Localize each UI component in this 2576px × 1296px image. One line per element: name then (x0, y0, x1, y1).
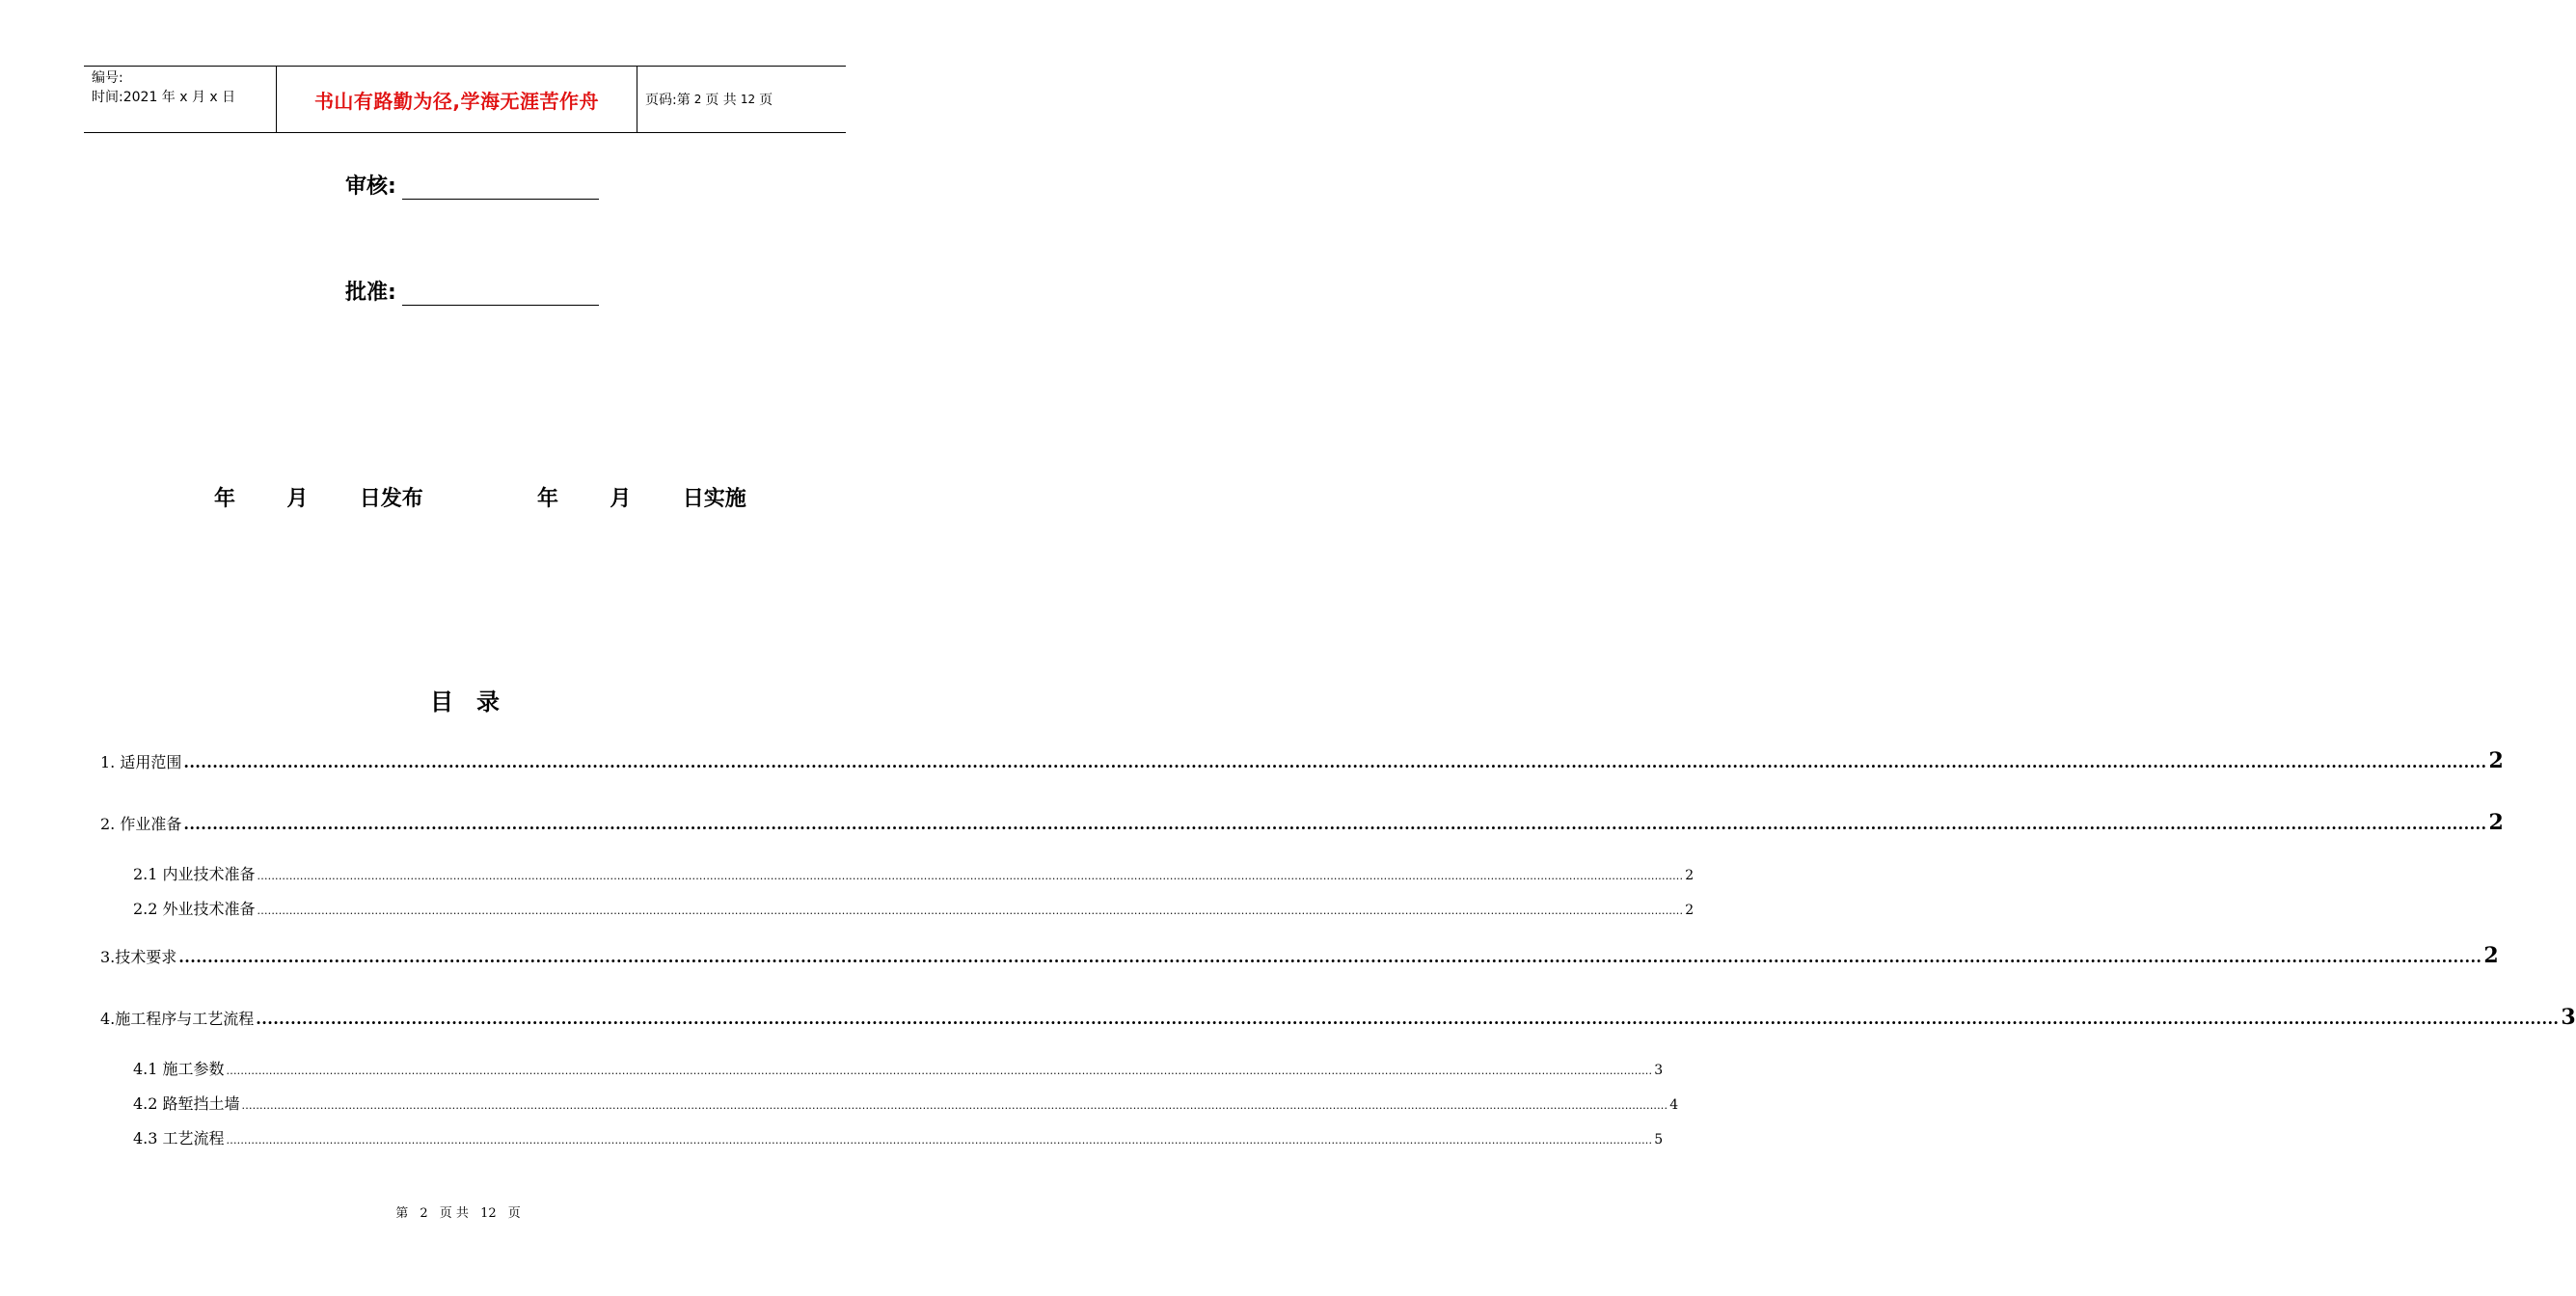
toc-entry-page: 4 (1669, 1097, 1679, 1113)
page-suffix: 页 (759, 93, 773, 108)
time-label: 时间:2021 年 x 月 x 日 (92, 90, 236, 105)
toc-leader-dots: ................................................................................................................................................................................................................................................................................................................................................................................................................ (178, 948, 2482, 966)
toc-entry-label: 2.2 外业技术准备 (133, 900, 256, 918)
page-current: 2 (693, 93, 702, 106)
toc-entry-page: 3 (1654, 1063, 1664, 1078)
footer-mid: 页 共 (439, 1206, 469, 1221)
toc-entry[interactable] (133, 1057, 1664, 1079)
publish-year: 年 (214, 487, 236, 511)
header-motto: 书山有路勤为径,学海无涯苦作舟 (313, 89, 600, 113)
footer-total: 12 (480, 1206, 497, 1221)
page-total: 12 (740, 93, 756, 106)
toc-entry[interactable] (100, 1005, 2576, 1030)
toc-entry[interactable] (100, 810, 2504, 835)
page-prefix: 页码:第 (645, 93, 691, 108)
toc-entry-page: 2 (1685, 868, 1695, 883)
toc-leader-dots: ................................................................................................................................................................................................................................................................................................................................................................................................................ (183, 753, 2487, 771)
review-line (402, 176, 599, 200)
page-mid: 页 共 (705, 93, 737, 108)
toc-entry[interactable] (133, 1092, 1679, 1114)
toc-entry-label: 1. 适用范围 (100, 753, 182, 771)
toc-entry[interactable] (133, 897, 1695, 919)
toc-entry-label: 4.1 施工参数 (133, 1060, 225, 1078)
toc-entry-label: 4.2 路堑挡土墙 (133, 1094, 240, 1113)
approve-line (402, 282, 599, 306)
toc-entry-page: 2 (1685, 903, 1695, 918)
toc-entry-label: 3.技术要求 (100, 948, 177, 966)
review-label: 审核: (345, 175, 396, 199)
toc-leader-dots: ................................................................................................................................................................................................................................................................................................................................................................................................................ (256, 1010, 2560, 1028)
toc-entry-label: 4.施工程序与工艺流程 (100, 1010, 255, 1028)
toc-entry[interactable] (133, 862, 1695, 884)
implement-day: 日实施 (682, 487, 746, 511)
toc-entry[interactable] (133, 1126, 1664, 1148)
approve-signature (345, 276, 599, 306)
toc-leader-dots: ................................................................................................................................................................................................................................................................................................................................................................................................................ (183, 815, 2487, 833)
number-label: 编号: (92, 70, 123, 86)
document-header (84, 66, 846, 133)
implement-month: 月 (610, 487, 632, 511)
toc-entry-page: 2 (2488, 810, 2504, 835)
toc-entry-label: 2. 作业准备 (100, 815, 182, 833)
approve-label: 批准: (345, 281, 396, 305)
toc-leader-dots: ................................................................................................................................................................................................................................................................................................................................................................................................................ (226, 1134, 1653, 1147)
implement-year: 年 (537, 487, 559, 511)
toc-entry-page: 2 (2488, 748, 2504, 773)
implement-date (537, 482, 746, 512)
toc-entry-label: 2.1 内业技术准备 (133, 865, 256, 883)
toc-leader-dots: ................................................................................................................................................................................................................................................................................................................................................................................................................ (257, 904, 1684, 917)
toc-entry[interactable] (100, 748, 2504, 773)
toc-entry-page: 5 (1654, 1132, 1664, 1148)
header-meta (84, 67, 277, 132)
review-signature (345, 170, 599, 200)
publish-date (214, 482, 423, 512)
toc-entry-page: 3 (2561, 1005, 2576, 1030)
publish-month: 月 (286, 487, 309, 511)
page-footer (0, 1202, 916, 1221)
toc-title: 目录 (430, 688, 523, 716)
toc-entry-page: 2 (2483, 943, 2499, 968)
header-motto-cell (277, 67, 637, 132)
toc-leader-dots: ................................................................................................................................................................................................................................................................................................................................................................................................................ (257, 870, 1684, 882)
footer-suffix: 页 (507, 1206, 521, 1221)
publish-day: 日发布 (359, 487, 423, 511)
footer-current: 2 (420, 1206, 428, 1221)
toc-entry-label: 4.3 工艺流程 (133, 1129, 225, 1148)
toc-leader-dots: ................................................................................................................................................................................................................................................................................................................................................................................................................ (226, 1065, 1653, 1077)
footer-prefix: 第 (395, 1206, 409, 1221)
header-page-info (637, 67, 846, 132)
toc-leader-dots: ................................................................................................................................................................................................................................................................................................................................................................................................................ (241, 1099, 1668, 1112)
toc-entry[interactable] (100, 943, 2499, 968)
